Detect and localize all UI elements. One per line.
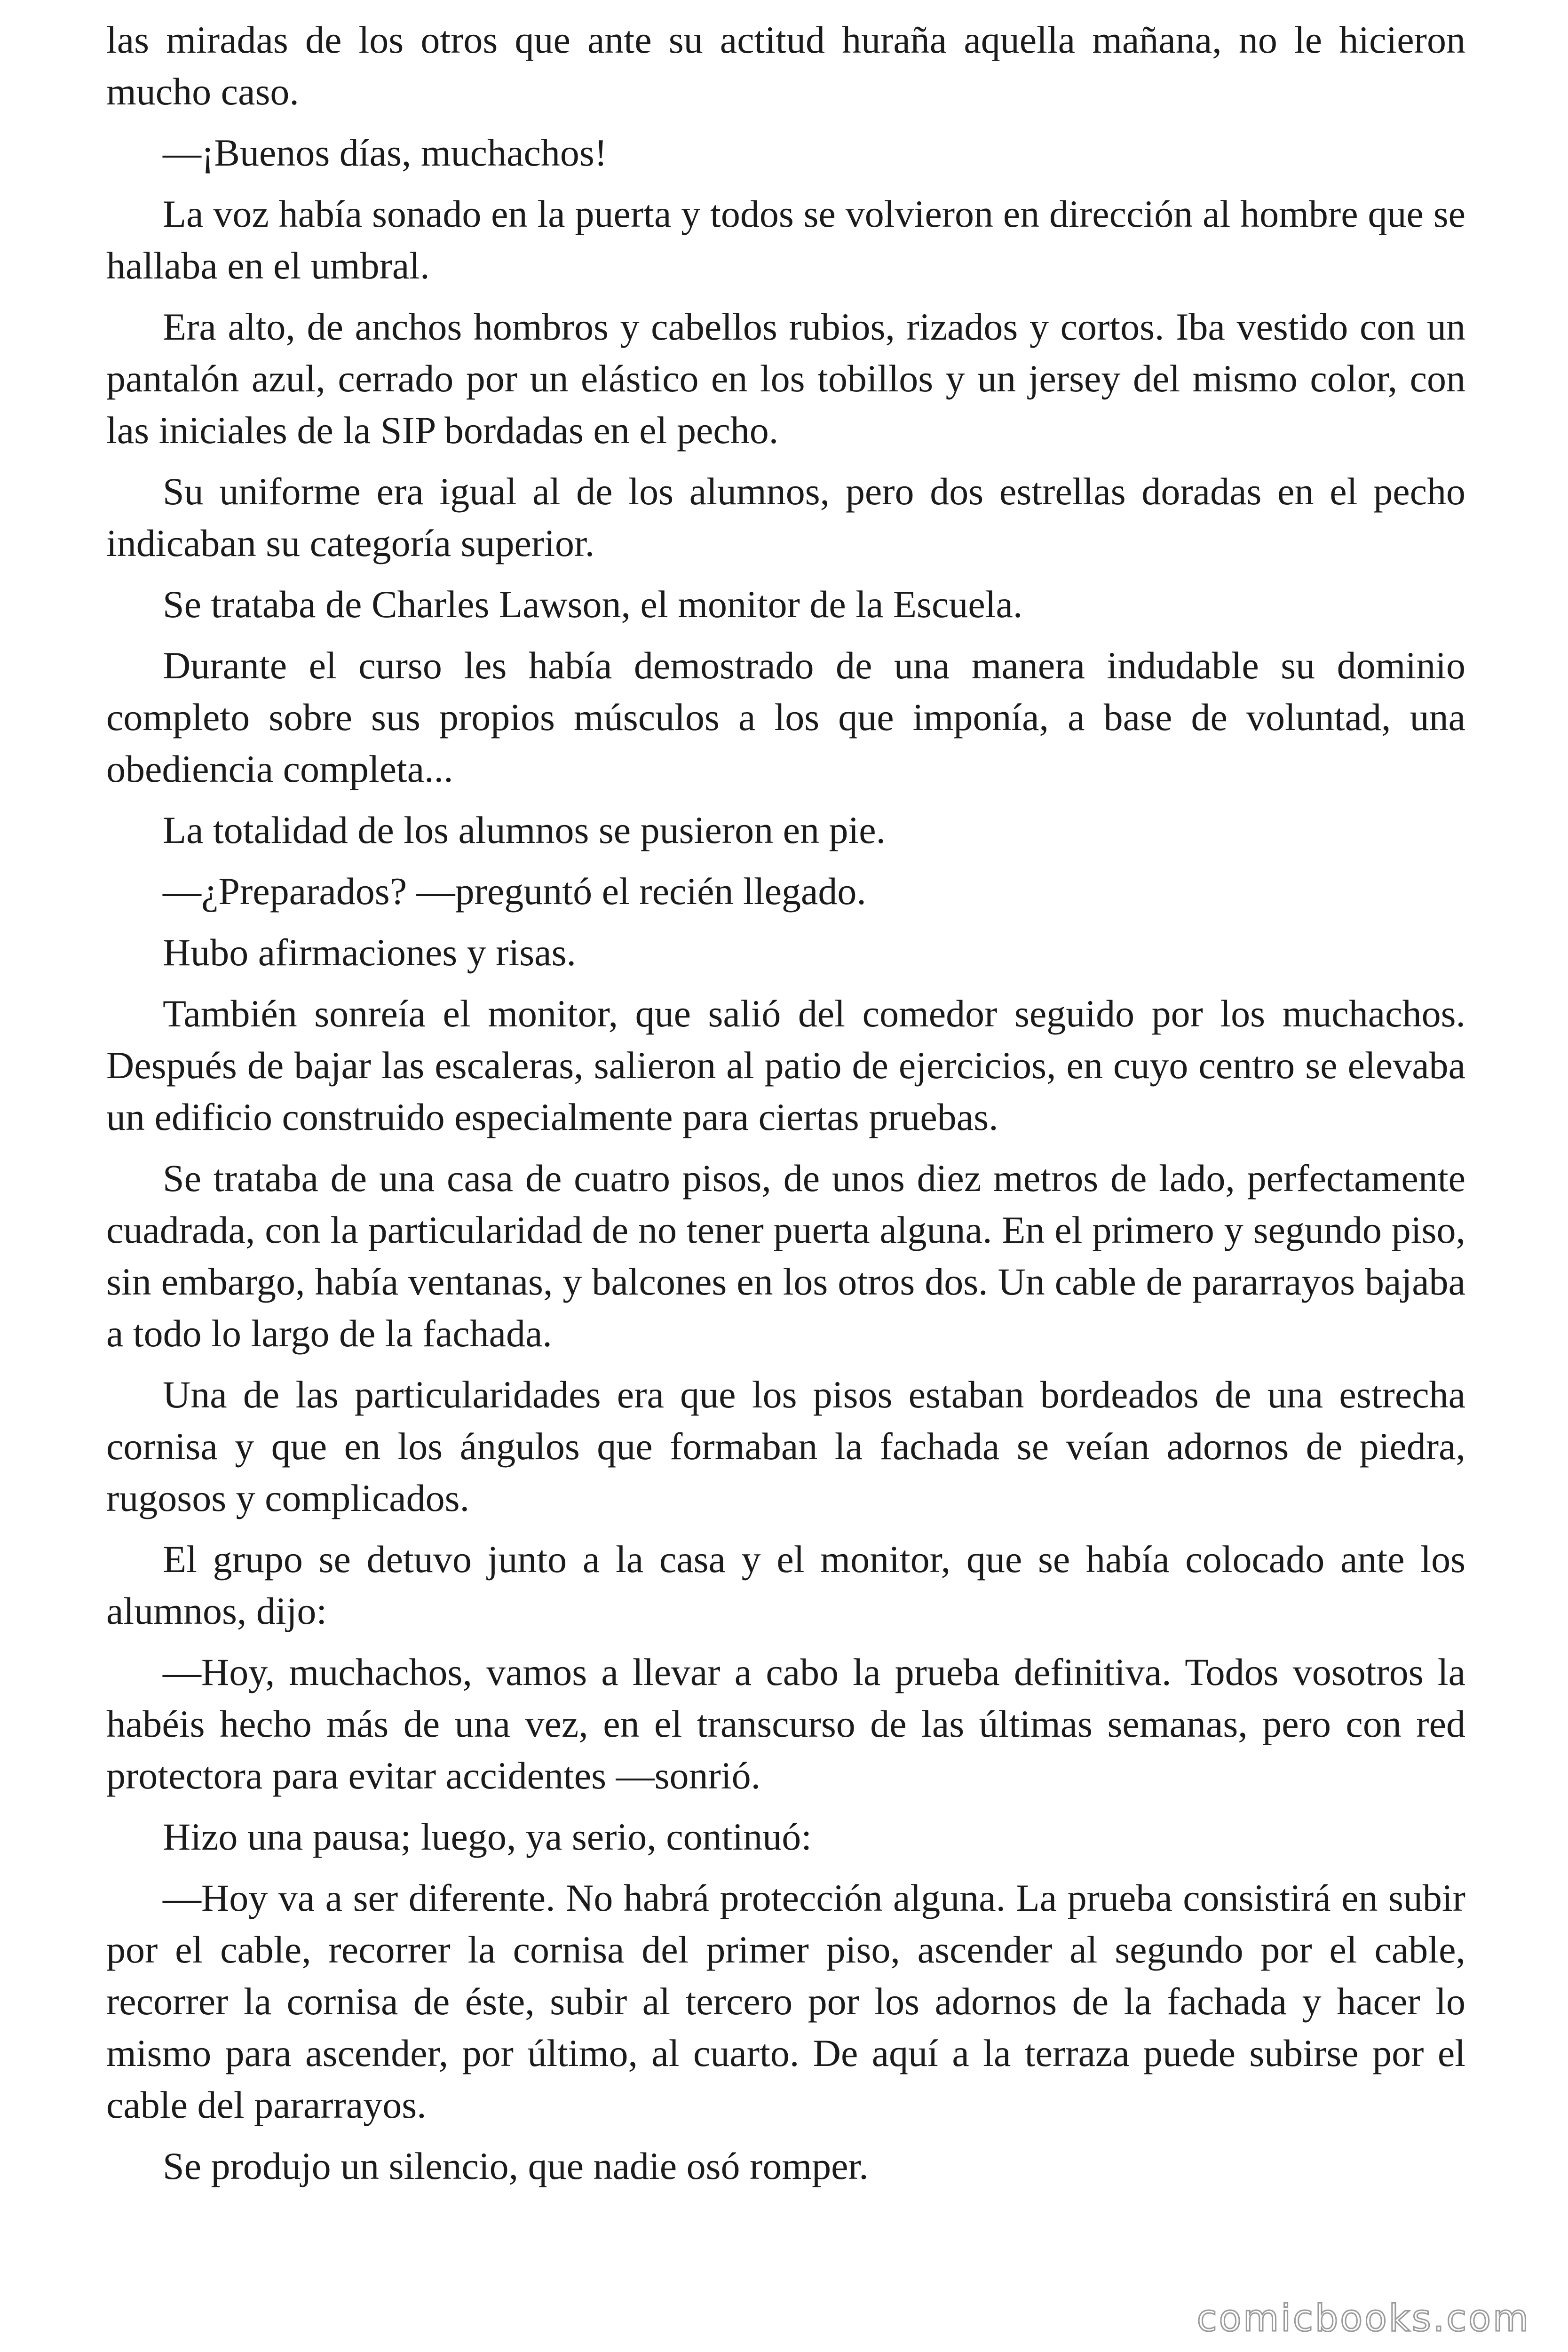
paragraph: las miradas de los otros que ante su actitud huraña aquella mañana, no le hicieron mucho caso. bbox=[106, 18, 1465, 113]
paragraph: Una de las particularidades era que los pisos estaban bordeados de una estrecha cornisa y que en los ángulos que formaban la fachada se veían adornos de piedra, rugosos y complicados. bbox=[106, 1373, 1465, 1519]
paragraph: También sonreía el monitor, que salió del comedor seguido por los muchachos. Después de bajar las escaleras, salieron al patio de ejercicios, en cuyo centro se elevaba un edificio construido especialmente para ciertas pruebas. bbox=[106, 992, 1465, 1138]
paragraph: —Hoy va a ser diferente. No habrá protección alguna. La prueba consistirá en subir por el cable, recorrer la cornisa del primer piso, ascender al segundo por el cable, recorrer la cornisa de éste, subir al tercero por los adornos de la fachada y hacer lo mismo para ascender, por último, al cuarto. De aquí a la terraza puede subirse por el cable del pararrayos. bbox=[106, 1876, 1465, 2126]
paragraph: Se trataba de Charles Lawson, el monitor de la Escuela. bbox=[163, 583, 1023, 626]
page-text bbox=[106, 14, 1465, 2201]
paragraph: Era alto, de anchos hombros y cabellos rubios, rizados y cortos. Iba vestido con un pantalón azul, cerrado por un elástico en los tobillos y un jersey del mismo color, con las iniciales de la SIP bordadas en el pecho. bbox=[106, 305, 1465, 452]
watermark: comicbooks.com bbox=[1196, 2297, 1530, 2340]
paragraph: Se trataba de una casa de cuatro pisos, de unos diez metros de lado, perfectamente cuadrada, con la particularidad de no tener puerta alguna. En el primero y segundo piso, sin embargo, había ventanas, y balcones en los otros dos. Un cable de pararrayos bajaba a todo lo largo de la fachada. bbox=[106, 1157, 1465, 1355]
paragraph: —¡Buenos días, muchachos! bbox=[163, 131, 608, 174]
paragraph: Durante el curso les había demostrado de una manera indudable su dominio completo sobre sus propios músculos a los que imponía, a base de voluntad, una obediencia completa... bbox=[106, 644, 1465, 790]
paragraph: Hubo afirmaciones y risas. bbox=[163, 931, 576, 974]
paragraph: —¿Preparados? —preguntó el recién llegado. bbox=[163, 870, 866, 913]
paragraph: El grupo se detuvo junto a la casa y el monitor, que se había colocado ante los alumnos, dijo: bbox=[106, 1538, 1465, 1632]
paragraph: Se produjo un silencio, que nadie osó romper. bbox=[163, 2145, 869, 2187]
paragraph: La totalidad de los alumnos se pusieron en pie. bbox=[163, 809, 886, 851]
paragraph: Su uniforme era igual al de los alumnos, pero dos estrellas doradas en el pecho indicaban su categoría superior. bbox=[106, 470, 1465, 564]
paragraph: Hizo una pausa; luego, ya serio, continuó: bbox=[163, 1815, 812, 1858]
paragraph: —Hoy, muchachos, vamos a llevar a cabo la prueba definitiva. Todos vosotros la habéis hecho más de una vez, en el transcurso de las últimas semanas, pero con red protectora para evitar accidentes —sonrió. bbox=[106, 1651, 1465, 1797]
paragraph: La voz había sonado en la puerta y todos se volvieron en dirección al hombre que se hallaba en el umbral. bbox=[106, 192, 1465, 287]
